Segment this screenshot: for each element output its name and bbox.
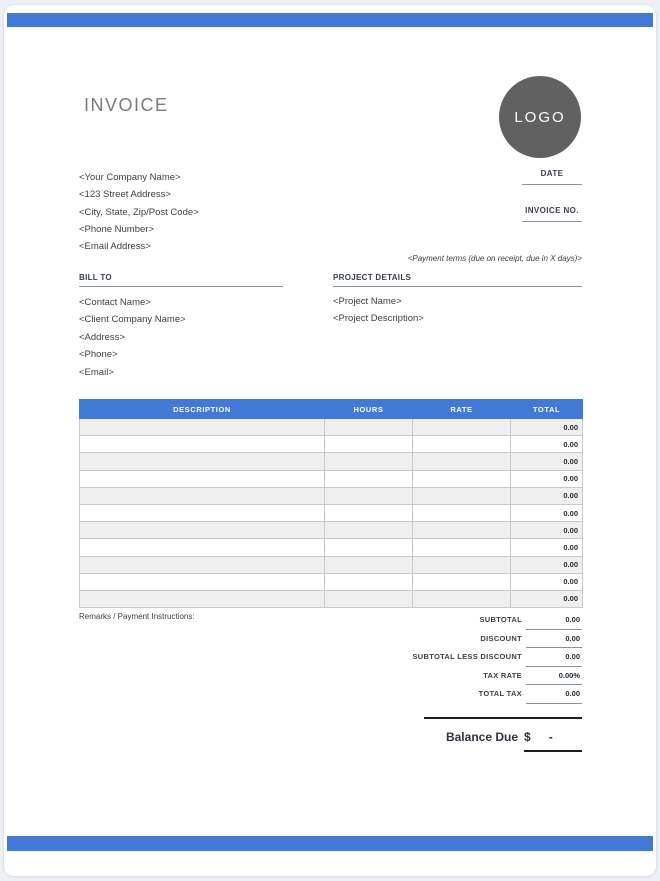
summary-value: 0.00 — [526, 630, 582, 649]
item-hours-cell — [325, 436, 413, 453]
item-total-cell: 0.00 — [511, 419, 583, 436]
company-line: <Phone Number> — [79, 223, 154, 235]
bill-to-line: <Contact Name> — [79, 297, 151, 308]
item-hours-cell — [325, 522, 413, 539]
item-rate-cell — [413, 419, 511, 436]
item-rate-cell — [413, 539, 511, 556]
item-row — [80, 539, 583, 556]
item-row — [80, 453, 583, 470]
item-rate-cell — [413, 504, 511, 521]
company-info — [79, 169, 199, 255]
item-rate-cell — [413, 487, 511, 504]
item-total-cell: 0.00 — [511, 436, 583, 453]
column-header: RATE — [413, 400, 511, 419]
invoice-no-label: INVOICE NO. — [525, 206, 579, 215]
item-total-cell: 0.00 — [511, 504, 583, 521]
balance-due-top-rule — [424, 717, 582, 719]
item-hours-cell — [325, 453, 413, 470]
balance-due-label: Balance Due — [445, 730, 518, 744]
item-row — [80, 573, 583, 590]
item-description-cell — [80, 573, 325, 590]
project-details-underline — [333, 286, 582, 287]
project-details-info — [333, 294, 424, 327]
project-details-heading: PROJECT DETAILS — [333, 273, 412, 282]
item-description-cell — [80, 590, 325, 607]
bill-to-line: <Email> — [79, 366, 114, 378]
invoice-page — [4, 5, 656, 876]
item-description-cell — [80, 436, 325, 453]
item-total-cell: 0.00 — [511, 539, 583, 556]
item-description-cell — [80, 419, 325, 436]
balance-due-row — [304, 727, 582, 747]
page-title: INVOICE — [84, 95, 169, 115]
summary-label: SUBTOTAL LESS DISCOUNT — [412, 652, 522, 662]
item-row — [80, 419, 583, 436]
remarks-label: Remarks / Payment Instructions: — [79, 612, 195, 621]
item-row — [80, 522, 583, 539]
column-header: TOTAL — [511, 400, 583, 419]
summary-row — [304, 648, 582, 667]
item-hours-cell — [325, 419, 413, 436]
item-description-cell — [80, 539, 325, 556]
column-header: HOURS — [325, 400, 413, 419]
summary-label: SUBTOTAL — [479, 615, 522, 624]
item-hours-cell — [325, 487, 413, 504]
item-rate-cell — [413, 453, 511, 470]
item-hours-cell — [325, 470, 413, 487]
totals-summary — [304, 611, 582, 704]
item-description-cell — [80, 487, 325, 504]
item-row — [80, 504, 583, 521]
item-total-cell: 0.00 — [511, 487, 583, 504]
summary-value: 0.00 — [526, 648, 582, 667]
item-hours-cell — [325, 504, 413, 521]
item-description-cell — [80, 470, 325, 487]
summary-row — [304, 611, 582, 630]
item-total-cell: 0.00 — [511, 573, 583, 590]
item-hours-cell — [325, 539, 413, 556]
summary-row — [304, 630, 582, 649]
item-description-cell — [80, 522, 325, 539]
item-row — [80, 590, 583, 607]
summary-value: 0.00% — [526, 667, 582, 686]
payment-terms-placeholder: <Payment terms (due on receipt, due in X days)> — [407, 254, 582, 263]
item-hours-cell — [325, 573, 413, 590]
items-header-row — [80, 400, 583, 419]
company-line: <123 Street Address> — [79, 189, 171, 201]
item-row — [80, 436, 583, 453]
item-rate-cell — [413, 590, 511, 607]
company-line: <Your Company Name> — [79, 172, 181, 183]
project-detail-line: <Project Description> — [333, 312, 424, 324]
items-table — [79, 399, 583, 608]
date-label: DATE — [540, 169, 564, 178]
bill-to-heading: BILL TO — [79, 273, 112, 282]
item-row — [80, 487, 583, 504]
item-hours-cell — [325, 556, 413, 573]
item-total-cell: 0.00 — [511, 470, 583, 487]
bill-to-line: <Address> — [79, 331, 125, 343]
summary-value: 0.00 — [526, 611, 582, 630]
summary-value: 0.00 — [526, 685, 582, 704]
item-rate-cell — [413, 573, 511, 590]
bottom-accent-bar — [7, 836, 653, 851]
logo-text: LOGO — [514, 108, 566, 126]
bill-to-underline — [79, 286, 283, 287]
item-description-cell — [80, 556, 325, 573]
balance-due-value-box — [524, 730, 582, 744]
item-rate-cell — [413, 470, 511, 487]
balance-due-amount: - — [548, 730, 553, 744]
item-total-cell: 0.00 — [511, 453, 583, 470]
summary-row — [304, 685, 582, 704]
item-rate-cell — [413, 436, 511, 453]
logo-placeholder-circle — [499, 76, 581, 158]
item-description-cell — [80, 504, 325, 521]
project-detail-line: <Project Name> — [333, 296, 402, 307]
bill-to-line: <Phone> — [79, 349, 118, 361]
item-rate-cell — [413, 556, 511, 573]
bill-to-info — [79, 294, 186, 381]
summary-label: TAX RATE — [483, 670, 522, 680]
item-description-cell — [80, 453, 325, 470]
company-line: <Email Address> — [79, 241, 151, 253]
invoice-no-field-underline — [522, 221, 582, 222]
item-rate-cell — [413, 522, 511, 539]
bill-to-line: <Client Company Name> — [79, 314, 186, 326]
summary-row — [304, 667, 582, 686]
item-total-cell: 0.00 — [511, 590, 583, 607]
date-field-underline — [522, 184, 582, 185]
column-header: DESCRIPTION — [80, 400, 325, 419]
top-accent-bar — [7, 13, 653, 27]
currency-symbol: $ — [524, 730, 531, 744]
item-row — [80, 470, 583, 487]
item-total-cell: 0.00 — [511, 556, 583, 573]
item-hours-cell — [325, 590, 413, 607]
summary-label: DISCOUNT — [480, 633, 522, 643]
balance-due-bottom-rule — [524, 750, 582, 752]
item-row — [80, 556, 583, 573]
company-line: <City, State, Zip/Post Code> — [79, 206, 199, 218]
item-total-cell: 0.00 — [511, 522, 583, 539]
summary-label: TOTAL TAX — [478, 689, 522, 699]
